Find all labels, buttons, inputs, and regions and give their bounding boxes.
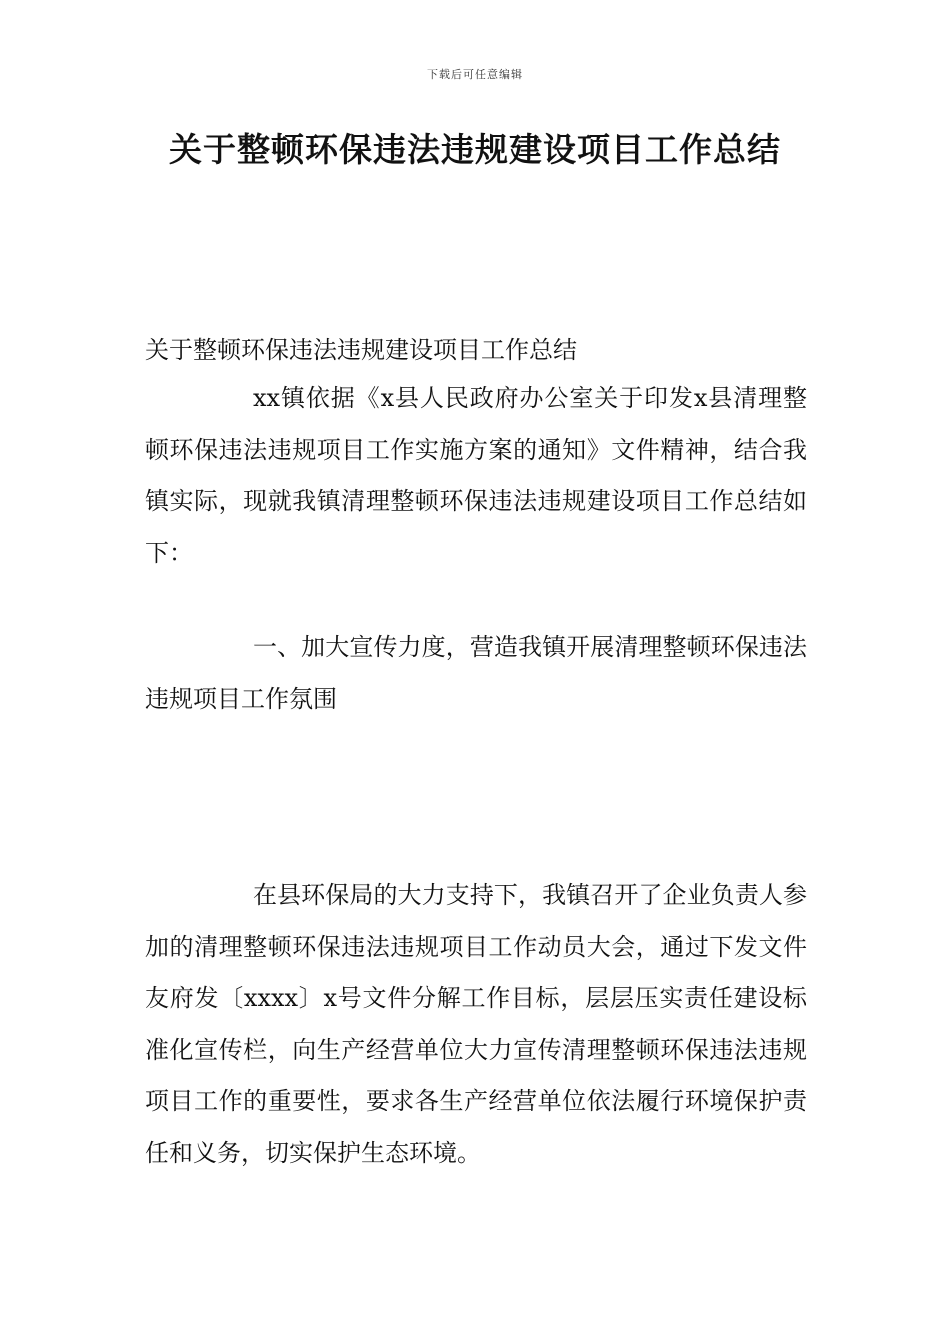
paragraph-section-1: 在县环保局的大力支持下，我镇召开了企业负责人参加的清理整顿环保违法违规项目工作动员大会，通过下发文件友府发〔xxxx〕x号文件分解工作目标，层层压实责任建设标准化宣传栏，向生产经营单位大力宣传清理整顿环保违法违规项目工作的重要性，要求各生产经营单位依法履行环境保护责任和义务，切实保护生态环境。 xyxy=(145,881,807,1167)
header-note: 下载后可任意编辑 xyxy=(427,68,523,81)
document-subtitle: 关于整顿环保违法违规建设项目工作总结 xyxy=(145,336,577,364)
paragraph-intro: xx镇依据《x县人民政府办公室关于印发x县清理整顿环保违法违规项目工作实施方案的通知》文件精神，结合我镇实际，现就我镇清理整顿环保违法违规建设项目工作总结如下： xyxy=(145,384,807,567)
section-heading-1: 一、加大宣传力度，营造我镇开展清理整顿环保违法违规项目工作氛围 xyxy=(145,633,807,713)
document-title: 关于整顿环保违法违规建设项目工作总结 xyxy=(169,130,781,169)
